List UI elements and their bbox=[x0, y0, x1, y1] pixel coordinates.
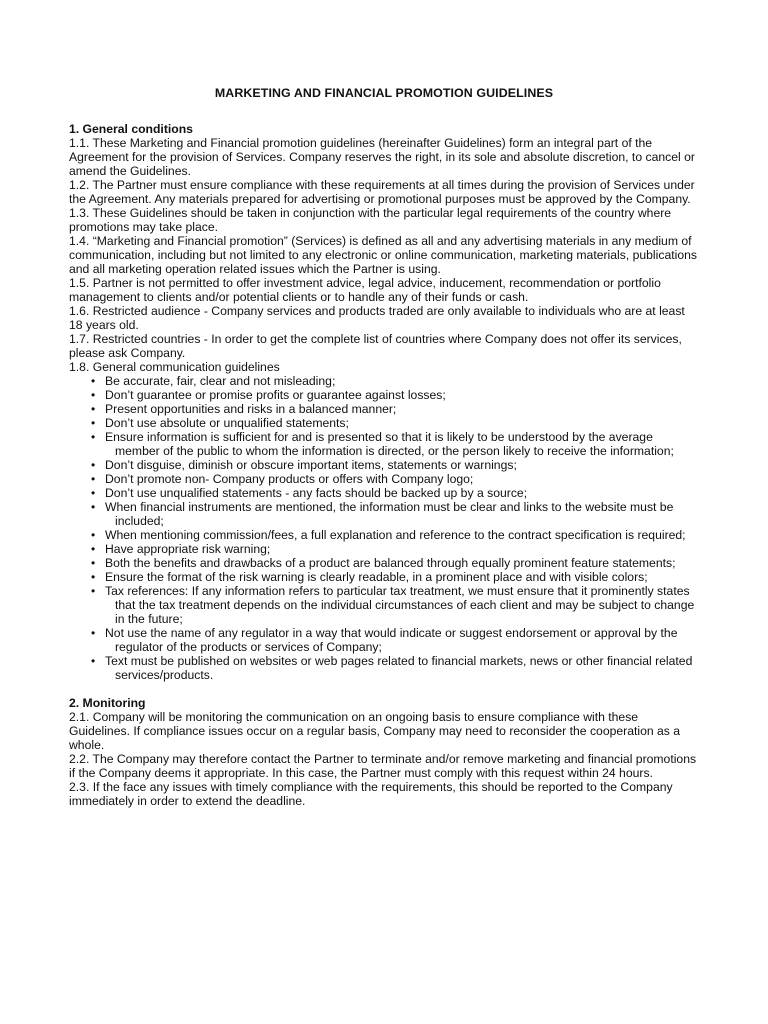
bullet-icon: • bbox=[91, 402, 96, 416]
bullet-icon: • bbox=[91, 556, 96, 570]
list-item bbox=[69, 570, 699, 584]
list-item-text: Don’t use unqualified statements - any facts should be backed up by a source; bbox=[105, 486, 528, 500]
list-item-text: Ensure the format of the risk warning is clearly readable, in a prominent place and with visible colors; bbox=[105, 570, 648, 584]
section-general-conditions bbox=[69, 122, 699, 682]
list-item bbox=[69, 528, 699, 542]
list-item-text: Don’t disguise, diminish or obscure important items, statements or warnings; bbox=[105, 458, 517, 472]
bullet-icon: • bbox=[91, 584, 96, 598]
list-item bbox=[69, 388, 699, 402]
document-page bbox=[69, 86, 699, 808]
paragraph-2-3: 2.3. If the face any issues with timely compliance with the requirements, this should be reported to the Company immediately in order to extend the deadline. bbox=[69, 780, 673, 808]
list-item-text: When mentioning commission/fees, a full explanation and reference to the contract specification is required; bbox=[105, 528, 686, 542]
paragraph-1-6: 1.6. Restricted audience - Company services and products traded are only available to individuals who are at least 18 years old. bbox=[69, 304, 685, 332]
paragraph-2-1: 2.1. Company will be monitoring the communication on an ongoing basis to ensure compliance with these Guidelines. If compliance issues occur on a regular basis, Company may need to reconsider the cooperation as a whole. bbox=[69, 710, 681, 752]
bullet-icon: • bbox=[91, 486, 96, 500]
paragraph-2-2: 2.2. The Company may therefore contact the Partner to terminate and/or remove marketing and financial promotions if the Company deems it appropriate. In this case, the Partner must comply with this request within 24 hours. bbox=[69, 752, 697, 780]
list-item bbox=[69, 430, 699, 458]
paragraph-1-3: 1.3. These Guidelines should be taken in conjunction with the particular legal requirements of the country where promotions may take place. bbox=[69, 206, 672, 234]
bullet-icon: • bbox=[91, 374, 96, 388]
bullet-icon: • bbox=[91, 430, 96, 444]
paragraph-1-8: 1.8. General communication guidelines bbox=[69, 360, 280, 374]
list-item-text: Don’t use absolute or unqualified statements; bbox=[105, 416, 349, 430]
list-item bbox=[69, 402, 699, 416]
bullet-icon: • bbox=[91, 528, 96, 542]
list-item-text: Present opportunities and risks in a balanced manner; bbox=[105, 402, 397, 416]
list-item bbox=[69, 542, 699, 556]
section-spacer bbox=[69, 682, 699, 696]
list-item-text: Don’t guarantee or promise profits or guarantee against losses; bbox=[105, 388, 446, 402]
list-item bbox=[69, 374, 699, 388]
list-item-text: Text must be published on websites or web pages related to financial markets, news or other financial related services/products. bbox=[105, 654, 693, 682]
bullet-icon: • bbox=[91, 654, 96, 668]
paragraph-1-7: 1.7. Restricted countries - In order to get the complete list of countries where Company does not offer its services, please ask Company. bbox=[69, 332, 682, 360]
list-item bbox=[69, 584, 699, 626]
paragraph-1-1: 1.1. These Marketing and Financial promotion guidelines (hereinafter Guidelines) form an integral part of the Agreement for the provision of Services. Company reserves the right, in its sole and absolute discretion, to cancel or amend the Guidelines. bbox=[69, 136, 695, 178]
list-item-text: Not use the name of any regulator in a way that would indicate or suggest endorsement or approval by the regulator of the products or services of Company; bbox=[105, 626, 678, 654]
bullet-icon: • bbox=[91, 458, 96, 472]
list-item bbox=[69, 458, 699, 472]
section-monitoring bbox=[69, 696, 699, 808]
paragraph-1-5: 1.5. Partner is not permitted to offer investment advice, legal advice, inducement, recommendation or portfolio management to clients and/or potential clients or to handle any of their funds or cash. bbox=[69, 276, 661, 304]
bullet-icon: • bbox=[91, 542, 96, 556]
list-item-text: Ensure information is sufficient for and is presented so that it is likely to be understood by the average member of the public to whom the information is directed, or the person likely to receive the information; bbox=[105, 430, 674, 458]
list-item-text: Tax references: If any information refers to particular tax treatment, we must ensure that it prominently states that the tax treatment depends on the individual circumstances of each client and may be subject to change in the future; bbox=[105, 584, 695, 626]
list-item bbox=[69, 500, 699, 528]
list-item bbox=[69, 416, 699, 430]
list-item bbox=[69, 556, 699, 570]
bullet-icon: • bbox=[91, 626, 96, 640]
list-item bbox=[69, 486, 699, 500]
list-item bbox=[69, 654, 699, 682]
list-item-text: Don’t promote non- Company products or offers with Company logo; bbox=[105, 472, 474, 486]
section-heading: 1. General conditions bbox=[69, 122, 193, 136]
bullet-icon: • bbox=[91, 500, 96, 514]
list-item-text: When financial instruments are mentioned, the information must be clear and links to the website must be included; bbox=[105, 500, 674, 528]
document-title: MARKETING AND FINANCIAL PROMOTION GUIDELINES bbox=[214, 86, 554, 100]
bullet-icon: • bbox=[91, 570, 96, 584]
list-item-text: Both the benefits and drawbacks of a product are balanced through equally prominent feature statements; bbox=[105, 556, 676, 570]
list-item bbox=[69, 626, 699, 654]
bullet-icon: • bbox=[91, 416, 96, 430]
paragraph-1-2: 1.2. The Partner must ensure compliance with these requirements at all times during the provision of Services under the Agreement. Any materials prepared for advertising or promotional purposes must be approved by the Company. bbox=[69, 178, 695, 206]
paragraph-1-4: 1.4. “Marketing and Financial promotion” (Services) is defined as all and any advertising materials in any medium of communication, including but not limited to any electronic or online communication, marketing materials, publications and all marketing operation related issues which the Partner is using. bbox=[69, 234, 697, 276]
bullet-icon: • bbox=[91, 388, 96, 402]
communication-guidelines-list bbox=[69, 374, 699, 682]
list-item bbox=[69, 472, 699, 486]
list-item-text: Have appropriate risk warning; bbox=[105, 542, 271, 556]
bullet-icon: • bbox=[91, 472, 96, 486]
section-heading: 2. Monitoring bbox=[69, 696, 146, 710]
list-item-text: Be accurate, fair, clear and not misleading; bbox=[105, 374, 336, 388]
